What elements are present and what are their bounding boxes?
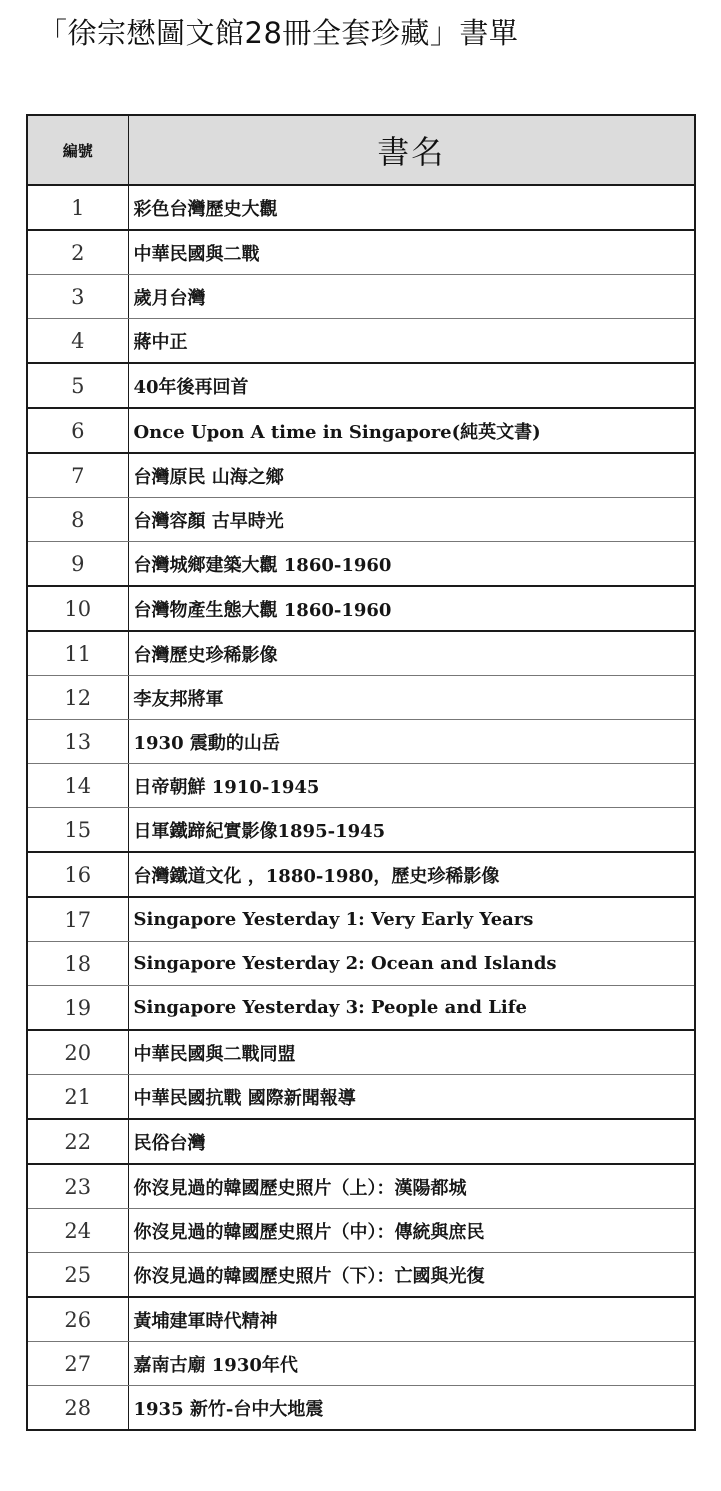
book-title: 你沒見過的韓國歷史照片（上）：漢陽都城 bbox=[128, 1164, 695, 1209]
book-title: Singapore Yesterday 3: People and Life bbox=[128, 986, 695, 1031]
book-title: 日軍鐵蹄紀實影像1895-1945 bbox=[128, 808, 695, 853]
book-title: Once Upon A time in Singapore(純英文書) bbox=[128, 408, 695, 453]
book-number: 26 bbox=[27, 1297, 128, 1342]
book-title: 歲月台灣 bbox=[128, 275, 695, 319]
table-row bbox=[27, 1164, 695, 1209]
book-title: 40年後再回首 bbox=[128, 363, 695, 408]
table-header-row bbox=[27, 115, 695, 185]
book-title: 黃埔建軍時代精神 bbox=[128, 1297, 695, 1342]
book-title: Singapore Yesterday 2: Ocean and Islands bbox=[128, 942, 695, 986]
table-row bbox=[27, 808, 695, 853]
book-number: 13 bbox=[27, 720, 128, 764]
header-book-name: 書名 bbox=[128, 115, 695, 185]
book-number: 17 bbox=[27, 897, 128, 942]
book-title: Singapore Yesterday 1: Very Early Years bbox=[128, 897, 695, 942]
book-number: 6 bbox=[27, 408, 128, 453]
book-title: 中華民國與二戰同盟 bbox=[128, 1030, 695, 1075]
book-number: 28 bbox=[27, 1386, 128, 1431]
book-number: 20 bbox=[27, 1030, 128, 1075]
book-title: 台灣物產生態大觀 1860-1960 bbox=[128, 586, 695, 631]
book-title: 台灣容顏 古早時光 bbox=[128, 498, 695, 542]
table-row bbox=[27, 1030, 695, 1075]
table-row bbox=[27, 1209, 695, 1253]
book-number: 10 bbox=[27, 586, 128, 631]
table-row bbox=[27, 319, 695, 364]
table-row bbox=[27, 764, 695, 808]
book-title: 日帝朝鮮 1910-1945 bbox=[128, 764, 695, 808]
book-title: 李友邦將軍 bbox=[128, 676, 695, 720]
table-row bbox=[27, 852, 695, 897]
table-row bbox=[27, 542, 695, 587]
table-row bbox=[27, 185, 695, 230]
book-number: 15 bbox=[27, 808, 128, 853]
table-row bbox=[27, 676, 695, 720]
book-number: 14 bbox=[27, 764, 128, 808]
table-row bbox=[27, 1253, 695, 1298]
book-number: 9 bbox=[27, 542, 128, 587]
book-number: 24 bbox=[27, 1209, 128, 1253]
table-row bbox=[27, 942, 695, 986]
book-number: 7 bbox=[27, 453, 128, 498]
book-number: 19 bbox=[27, 986, 128, 1031]
book-number: 21 bbox=[27, 1075, 128, 1120]
book-title: 嘉南古廟 1930年代 bbox=[128, 1342, 695, 1386]
book-list-table bbox=[26, 114, 696, 1431]
book-number: 23 bbox=[27, 1164, 128, 1209]
table-row bbox=[27, 498, 695, 542]
table-row bbox=[27, 586, 695, 631]
book-title: 台灣原民 山海之鄉 bbox=[128, 453, 695, 498]
book-number: 16 bbox=[27, 852, 128, 897]
table-row bbox=[27, 986, 695, 1031]
book-number: 22 bbox=[27, 1119, 128, 1164]
table-row bbox=[27, 1386, 695, 1431]
book-title: 中華民國抗戰 國際新聞報導 bbox=[128, 1075, 695, 1120]
book-title: 台灣城鄉建築大觀 1860-1960 bbox=[128, 542, 695, 587]
table-row bbox=[27, 408, 695, 453]
book-title: 你沒見過的韓國歷史照片（中）：傳統與庶民 bbox=[128, 1209, 695, 1253]
book-number: 8 bbox=[27, 498, 128, 542]
table-row bbox=[27, 1119, 695, 1164]
book-number: 25 bbox=[27, 1253, 128, 1298]
book-title: 你沒見過的韓國歷史照片（下）：亡國與光復 bbox=[128, 1253, 695, 1298]
book-number: 1 bbox=[27, 185, 128, 230]
table-row bbox=[27, 1297, 695, 1342]
table-row bbox=[27, 363, 695, 408]
book-title: 蔣中正 bbox=[128, 319, 695, 364]
table-row bbox=[27, 720, 695, 764]
table-row bbox=[27, 631, 695, 676]
book-number: 2 bbox=[27, 230, 128, 275]
book-number: 4 bbox=[27, 319, 128, 364]
table-row bbox=[27, 1075, 695, 1120]
table-row bbox=[27, 1342, 695, 1386]
table-row bbox=[27, 275, 695, 319]
book-title: 中華民國與二戰 bbox=[128, 230, 695, 275]
book-title: 台灣鐵道文化 ，1880-1980，歷史珍稀影像 bbox=[128, 852, 695, 897]
book-number: 5 bbox=[27, 363, 128, 408]
book-number: 18 bbox=[27, 942, 128, 986]
table-row bbox=[27, 453, 695, 498]
page-title: 「徐宗懋圖文館28冊全套珍藏」書單 bbox=[38, 16, 519, 50]
book-title: 1935 新竹-台中大地震 bbox=[128, 1386, 695, 1431]
book-number: 3 bbox=[27, 275, 128, 319]
table-row bbox=[27, 897, 695, 942]
book-title: 台灣歷史珍稀影像 bbox=[128, 631, 695, 676]
book-number: 11 bbox=[27, 631, 128, 676]
book-title: 民俗台灣 bbox=[128, 1119, 695, 1164]
book-title: 1930 震動的山岳 bbox=[128, 720, 695, 764]
header-number: 編號 bbox=[27, 115, 128, 185]
book-number: 12 bbox=[27, 676, 128, 720]
table-row bbox=[27, 230, 695, 275]
book-number: 27 bbox=[27, 1342, 128, 1386]
book-title: 彩色台灣歷史大觀 bbox=[128, 185, 695, 230]
